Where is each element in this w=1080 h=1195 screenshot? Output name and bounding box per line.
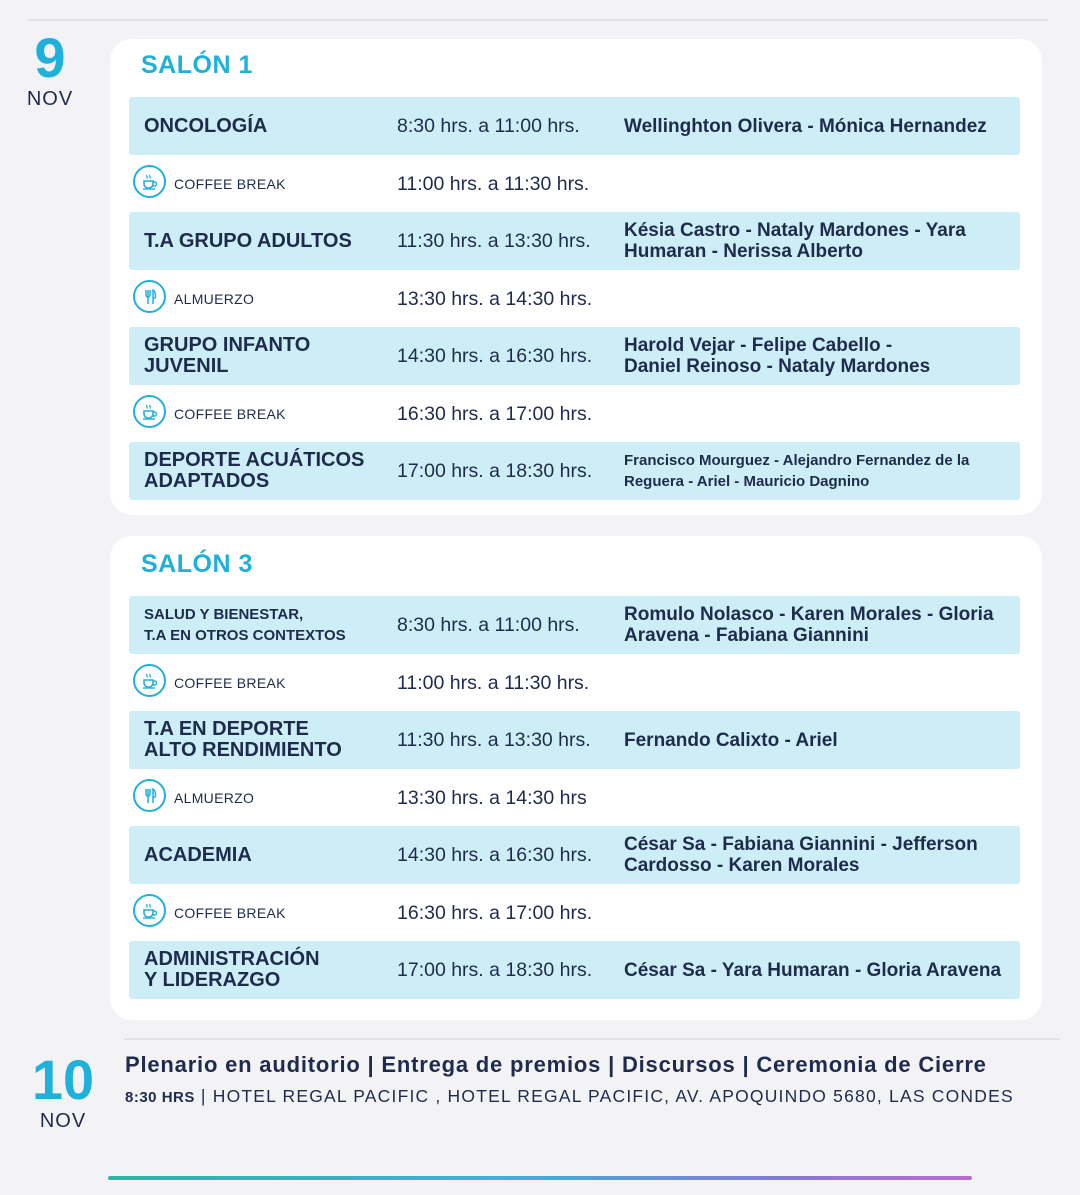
break-row bbox=[129, 385, 1020, 443]
session-topic: DEPORTE ACUÁTICOS ADAPTADOS bbox=[144, 449, 365, 492]
closing-venue: HOTEL REGAL PACIFIC , HOTEL REGAL PACIFIC, AV. APOQUINDO 5680, LAS CONDES bbox=[212, 1086, 1014, 1106]
closing-time: 8:30 HRS bbox=[125, 1089, 195, 1106]
break-row bbox=[129, 654, 1020, 712]
break-label: COFFEE BREAK bbox=[174, 176, 286, 192]
session-speakers: Romulo Nolasco - Karen Morales - Gloria Aravena - Fabiana Giannini bbox=[624, 604, 994, 646]
session-topic: T.A EN DEPORTE ALTO RENDIMIENTO bbox=[144, 718, 342, 761]
break-label: COFFEE BREAK bbox=[174, 406, 286, 422]
cutlery-icon bbox=[133, 779, 166, 812]
gradient-footer-bar bbox=[108, 1176, 972, 1180]
coffee-icon bbox=[133, 894, 166, 927]
break-label: COFFEE BREAK bbox=[174, 905, 286, 921]
section-divider bbox=[124, 1038, 1060, 1040]
session-row bbox=[129, 442, 1020, 500]
session-topic: ACADEMIA bbox=[144, 843, 252, 866]
break-label: ALMUERZO bbox=[174, 291, 255, 307]
date-badge-day-9 bbox=[22, 26, 78, 111]
session-speakers: Késia Castro - Nataly Mardones - Yara Humaran - Nerissa Alberto bbox=[624, 220, 966, 262]
session-time: 14:30 hrs. a 16:30 hrs. bbox=[397, 843, 593, 866]
day-month: NOV bbox=[26, 88, 74, 110]
break-time: 16:30 hrs. a 17:00 hrs. bbox=[397, 402, 593, 425]
day-number: 9 bbox=[34, 26, 66, 89]
session-row bbox=[129, 596, 1020, 654]
session-speakers: César Sa - Fabiana Giannini - Jefferson Cardosso - Karen Morales bbox=[624, 834, 978, 876]
closing-details bbox=[125, 1086, 1065, 1107]
break-label: ALMUERZO bbox=[174, 790, 255, 806]
break-time: 13:30 hrs. a 14:30 hrs bbox=[397, 786, 587, 809]
session-row bbox=[129, 97, 1020, 155]
break-row bbox=[129, 155, 1020, 213]
session-time: 14:30 hrs. a 16:30 hrs. bbox=[397, 344, 593, 367]
session-topic: ADMINISTRACIÓN Y LIDERAZGO bbox=[144, 948, 320, 991]
coffee-icon bbox=[133, 664, 166, 697]
session-row bbox=[129, 212, 1020, 270]
day-month: NOV bbox=[39, 1110, 87, 1132]
break-row bbox=[129, 769, 1020, 827]
session-speakers: Fernando Calixto - Ariel bbox=[624, 729, 838, 751]
session-time: 11:30 hrs. a 13:30 hrs. bbox=[397, 728, 591, 751]
break-row bbox=[129, 270, 1020, 328]
session-row bbox=[129, 826, 1020, 884]
session-speakers: Wellinghton Olivera - Mónica Hernandez bbox=[624, 115, 987, 137]
salon-3-card bbox=[110, 536, 1042, 1020]
break-time: 13:30 hrs. a 14:30 hrs. bbox=[397, 287, 593, 310]
break-time: 11:00 hrs. a 11:30 hrs. bbox=[397, 671, 590, 694]
top-divider bbox=[28, 19, 1048, 21]
salon-1-card bbox=[110, 39, 1042, 515]
closing-title: Plenario en auditorio | Entrega de premios | Discursos | Ceremonia de Cierre bbox=[125, 1052, 987, 1077]
break-label: COFFEE BREAK bbox=[174, 675, 286, 691]
session-time: 17:00 hrs. a 18:30 hrs. bbox=[397, 459, 593, 482]
salon-1-title: SALÓN 1 bbox=[141, 51, 253, 79]
session-topic: T.A GRUPO ADULTOS bbox=[144, 229, 352, 252]
break-time: 16:30 hrs. a 17:00 hrs. bbox=[397, 901, 593, 924]
session-time: 8:30 hrs. a 11:00 hrs. bbox=[397, 613, 580, 636]
break-row bbox=[129, 884, 1020, 942]
session-row bbox=[129, 327, 1020, 385]
closing-separator: | bbox=[194, 1086, 213, 1106]
closing-event bbox=[125, 1052, 1065, 1107]
session-time: 11:30 hrs. a 13:30 hrs. bbox=[397, 229, 591, 252]
cutlery-icon bbox=[133, 280, 166, 313]
day-number: 10 bbox=[31, 1048, 95, 1111]
break-time: 11:00 hrs. a 11:30 hrs. bbox=[397, 172, 590, 195]
session-topic: GRUPO INFANTO JUVENIL bbox=[144, 334, 311, 377]
coffee-icon bbox=[133, 165, 166, 198]
session-row bbox=[129, 711, 1020, 769]
session-topic: SALUD Y BIENESTAR, T.A EN OTROS CONTEXTOS bbox=[144, 606, 346, 644]
session-time: 8:30 hrs. a 11:00 hrs. bbox=[397, 114, 580, 137]
session-speakers: César Sa - Yara Humaran - Gloria Aravena bbox=[624, 959, 1002, 981]
salon-3-title: SALÓN 3 bbox=[141, 550, 253, 578]
session-time: 17:00 hrs. a 18:30 hrs. bbox=[397, 958, 593, 981]
session-row bbox=[129, 941, 1020, 999]
session-topic: ONCOLOGÍA bbox=[144, 114, 268, 137]
coffee-icon bbox=[133, 395, 166, 428]
session-speakers: Francisco Mourguez - Alejandro Fernandez de la Reguera - Ariel - Mauricio Dagnino bbox=[624, 452, 970, 490]
date-badge-day-10 bbox=[24, 1048, 102, 1133]
session-speakers: Harold Vejar - Felipe Cabello - Daniel Reinoso - Nataly Mardones bbox=[624, 335, 931, 377]
